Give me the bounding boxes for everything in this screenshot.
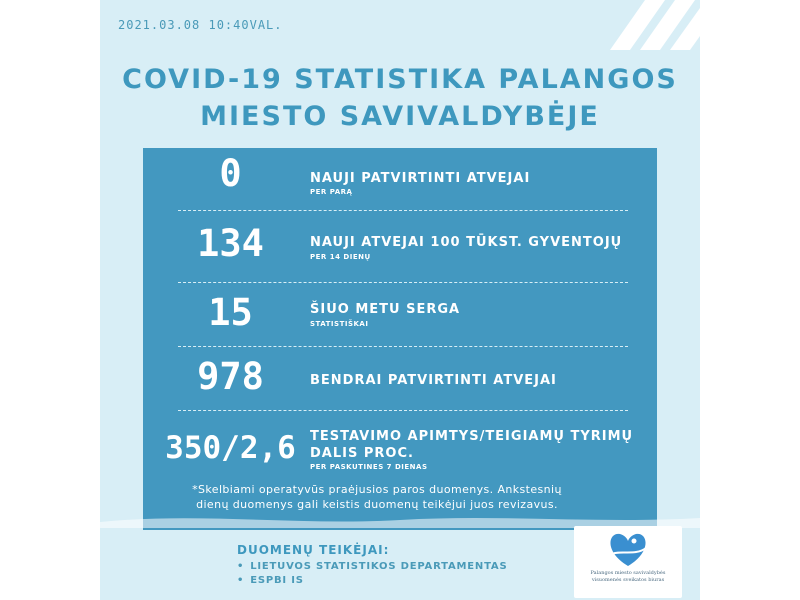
- sources-list: [237, 560, 507, 588]
- stat-label: NAUJI PATVIRTINTI ATVEJAI: [310, 171, 531, 186]
- stat-sublabel: STATISTIŠKAI: [310, 320, 369, 328]
- stats-panel: [143, 148, 657, 530]
- stat-label: TESTAVIMO APIMTYS/TEIGIAMŲ TYRIMŲ: [310, 429, 634, 444]
- page-title-line-1: COVID-19 STATISTIKA PALANGOS: [122, 64, 678, 95]
- stat-value: 15: [208, 291, 253, 334]
- stat-value: 978: [197, 355, 264, 398]
- stat-label: BENDRAI PATVIRTINTI ATVEJAI: [310, 373, 557, 388]
- note-line-1: *Skelbiami operatyvūs praėjusios paros duomenys. Ankstesnių: [192, 483, 562, 496]
- date-stamp: 2021.03.08 10:40VAL.: [118, 18, 283, 32]
- health-bureau-logo: [574, 526, 682, 598]
- heart-logo-icon: [574, 526, 682, 570]
- source-item: • LIETUVOS STATISTIKOS DEPARTAMENTAS: [237, 560, 507, 574]
- stat-label: NAUJI ATVEJAI 100 TŪKST. GYVENTOJŲ: [310, 235, 623, 250]
- row-divider: [178, 410, 628, 411]
- note-line-2: dienų duomenys gali keistis duomenų teikėjui juos revizavus.: [196, 498, 558, 511]
- source-item: • ESPBI IS: [237, 574, 507, 588]
- row-divider: [178, 210, 628, 211]
- stat-value: 134: [197, 222, 264, 265]
- sources-title: DUOMENŲ TEIKĖJAI:: [237, 543, 390, 557]
- stat-label-continued: DALIS PROC.: [310, 446, 414, 461]
- decorative-wave: [100, 508, 700, 528]
- stat-value: 350/2,6: [165, 430, 296, 466]
- stat-sublabel: PER PASKUTINES 7 DIENAS: [310, 463, 428, 471]
- page-title-line-2: MIESTO SAVIVALDYBĖJE: [200, 101, 600, 132]
- decorative-stripes: [590, 0, 700, 50]
- stat-sublabel: PER 14 DIENŲ: [310, 253, 371, 261]
- stat-value: 0: [219, 152, 242, 195]
- row-divider: [178, 346, 628, 347]
- stat-label: ŠIUO METU SERGA: [310, 302, 461, 317]
- logo-caption: Palangos miesto savivaldybės visuomenės sveikatos biuras: [590, 570, 666, 583]
- row-divider: [178, 282, 628, 283]
- infographic-poster: [100, 0, 700, 600]
- stat-sublabel: PER PARĄ: [310, 188, 353, 196]
